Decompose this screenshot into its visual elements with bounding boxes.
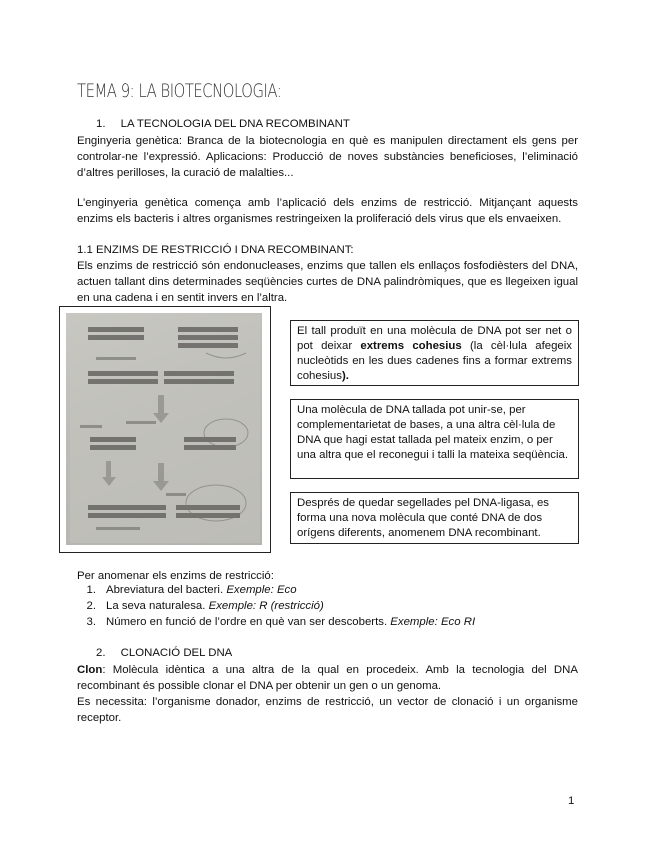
list-text: La seva naturalesa. (106, 600, 209, 612)
section-1-1-heading: 1.1 ENZIMS DE RESTRICCIÓ I DNA RECOMBINANT: (77, 244, 354, 256)
naming-list-item-3 (76, 616, 475, 628)
clone-term: Clon (77, 664, 103, 676)
list-text: Abreviatura del bacteri. (106, 584, 227, 596)
note-1-bold-term: extrems cohesius (360, 340, 462, 352)
cloning-requirements: Es necessita: l’organisme donador, enzims de restricció, un vector de clonació i un organisme receptor. (77, 696, 578, 724)
naming-list-item-1 (76, 584, 297, 596)
list-example: Exemple: R (restricció) (208, 600, 324, 612)
list-number: 2. (86, 600, 96, 612)
note-2-text: Una molècula de DNA tallada pot unir-se, per complementarietat de bases, a una altra cèl·lula de DNA que hagi estat tallada pel mateix enzim, o per una altra que el reconegui i talli la mateixa seqüència. (297, 404, 569, 461)
note-1-text-end: ). (341, 370, 349, 382)
page-number: 1 (568, 795, 575, 807)
clone-definition (77, 662, 578, 694)
note-1-text-b: (la cèl·lula afegeix nucleòtids en les dues cadenes fins a formar extrems cohesius (297, 340, 572, 382)
page-title: TEMA 9: LA BIOTECNOLOGIA: (77, 80, 282, 102)
list-example: Exemple: Eco RI (390, 616, 476, 628)
naming-list-item-2 (76, 600, 324, 612)
restriction-diagram-frame (59, 306, 271, 553)
dna-cutting-diagram-image (66, 313, 262, 545)
section-1-title: LA TECNOLOGIA DEL DNA RECOMBINANT (120, 118, 350, 130)
note-3-text: Després de quedar segellades pel DNA-ligasa, es forma una nova molècula que conté DNA de dos orígens diferents, anomenem DNA recombinant. (297, 497, 550, 539)
section-1-heading (96, 118, 350, 130)
section-2-number: 2. (96, 647, 106, 659)
list-number: 1. (86, 584, 96, 596)
note-recombinant-dna (290, 492, 579, 544)
restriction-diagram-photo (66, 313, 262, 545)
clone-text: : Molècula idèntica a una altra de la qual en procedeix. Amb la tecnologia del DNA recombinant és possible clonar el DNA per obtenir un gen o un genoma. (77, 664, 578, 692)
restriction-enzymes-intro: L’enginyeria genètica comença amb l’aplicació dels enzims de restricció. Mitjançant aquests enzims els bacteris i altres organismes restringeixen la proliferació dels virus que els envaeixen. (77, 197, 578, 225)
list-text: Número en funció de l’ordre en què van ser descoberts. (106, 616, 391, 628)
section-1-number: 1. (96, 118, 106, 130)
note-cohesive-ends (290, 320, 579, 386)
note-complementarity (290, 399, 579, 479)
list-example: Exemple: Eco (226, 584, 297, 596)
naming-intro: Per anomenar els enzims de restricció: (77, 570, 274, 582)
restriction-enzymes-description: Els enzims de restricció són endonucleases, enzims que tallen els enllaços fosfodièsters del DNA, actuen tallant dins determinades seqüències curtes de DNA palindròmiques, que es llegeixen igual en una cadena i en sentit invers en l’altra. (77, 260, 578, 304)
note-1-text-a: El tall produït en una molècula de DNA pot ser net o pot deixar (297, 325, 572, 352)
section-2-heading (96, 647, 232, 659)
genetic-engineering-definition: Enginyeria genètica: Branca de la biotecnologia en què es manipulen directament els gens per controlar-ne l’expressió. Aplicacions: Producció de noves substàncies beneficioses, l’eliminació d’altres perilloses, la curació de malalties... (77, 135, 578, 179)
list-number: 3. (86, 616, 96, 628)
section-2-title: CLONACIÓ DEL DNA (120, 647, 233, 659)
